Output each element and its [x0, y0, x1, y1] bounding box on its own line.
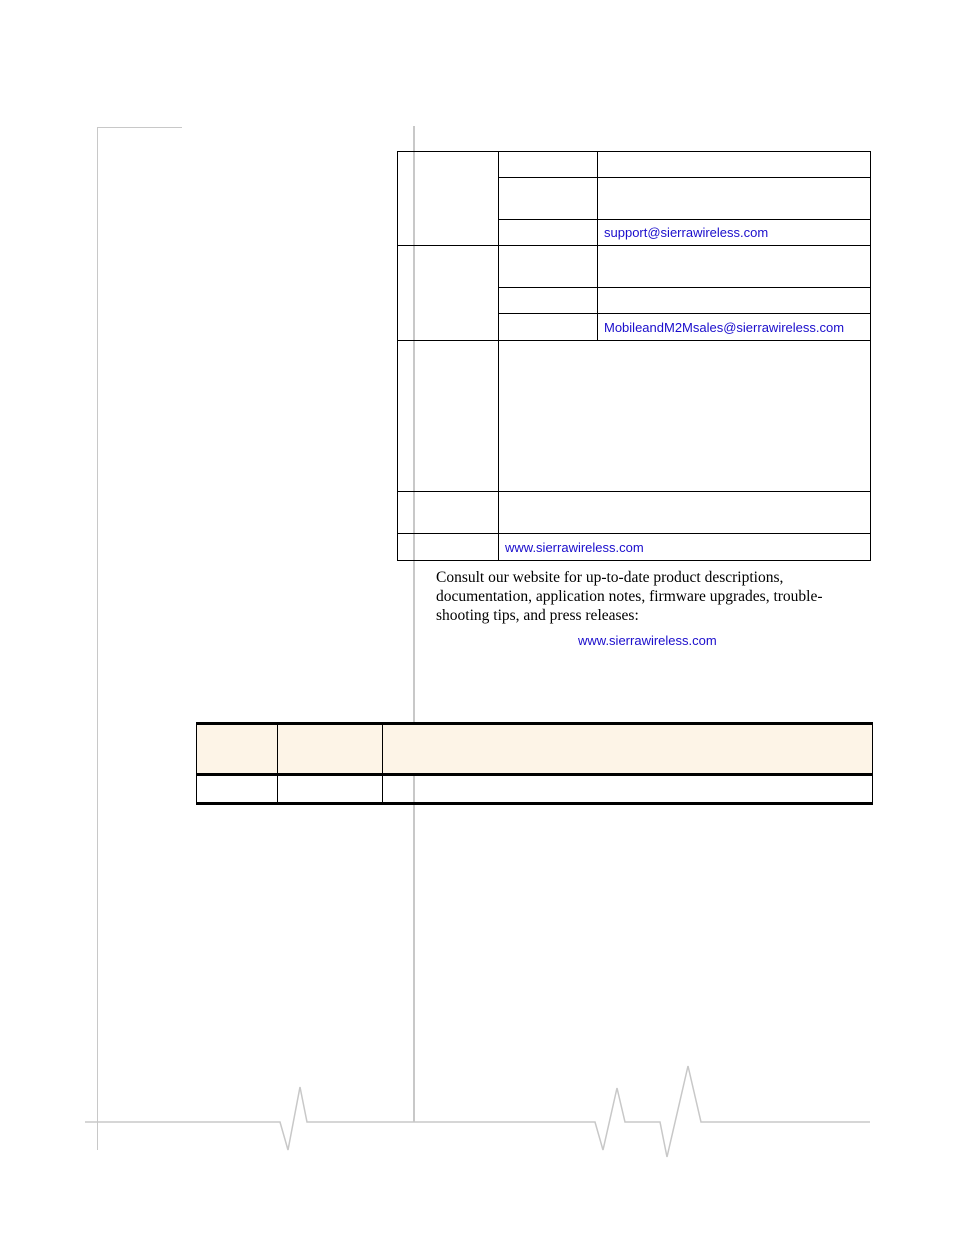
website-url-link[interactable]: www.sierrawireless.com — [505, 539, 644, 555]
website-paragraph: Consult our website for up-to-date product descriptions, documentation, application notes, firmware upgrades, trouble-shooting tips, and press releases: — [436, 569, 823, 624]
website-link[interactable]: www.sierrawireless.com — [578, 633, 717, 648]
sales-email-link[interactable]: MobileandM2Msales@sierrawireless.com — [604, 319, 845, 335]
tech-support-email-link[interactable]: support@sierrawireless.com — [604, 225, 769, 240]
